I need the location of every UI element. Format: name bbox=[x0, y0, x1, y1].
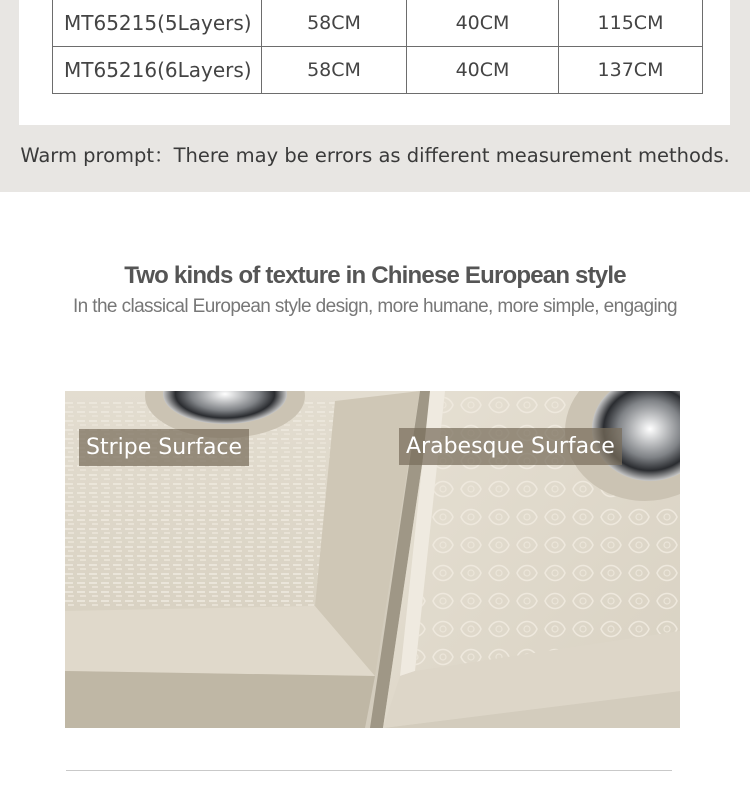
dimension-cell: 137CM bbox=[559, 47, 703, 94]
arabesque-surface-label: Arabesque Surface bbox=[399, 428, 622, 465]
dimension-cell: 58CM bbox=[262, 0, 407, 47]
section-subtitle: In the classical European style design, more humane, more simple, engaging bbox=[72, 296, 678, 317]
dimension-cell: 40CM bbox=[407, 0, 559, 47]
spec-table bbox=[52, 0, 703, 94]
table-row bbox=[53, 47, 703, 94]
spec-table-card bbox=[19, 0, 730, 125]
warm-prompt-note: Warm prompt：There may be errors as different measurement methods. bbox=[20, 144, 730, 167]
dimension-cell: 40CM bbox=[407, 47, 559, 94]
stripe-surface-label: Stripe Surface bbox=[79, 429, 249, 466]
dimension-cell: 115CM bbox=[559, 0, 703, 47]
section-divider bbox=[66, 770, 672, 771]
model-cell: MT65215(5Layers) bbox=[53, 0, 262, 47]
model-cell: MT65216(6Layers) bbox=[53, 47, 262, 94]
texture-comparison-photo bbox=[65, 391, 680, 728]
dimension-cell: 58CM bbox=[262, 47, 407, 94]
section-title: Two kinds of texture in Chinese European style bbox=[124, 262, 626, 289]
table-row bbox=[53, 0, 703, 47]
